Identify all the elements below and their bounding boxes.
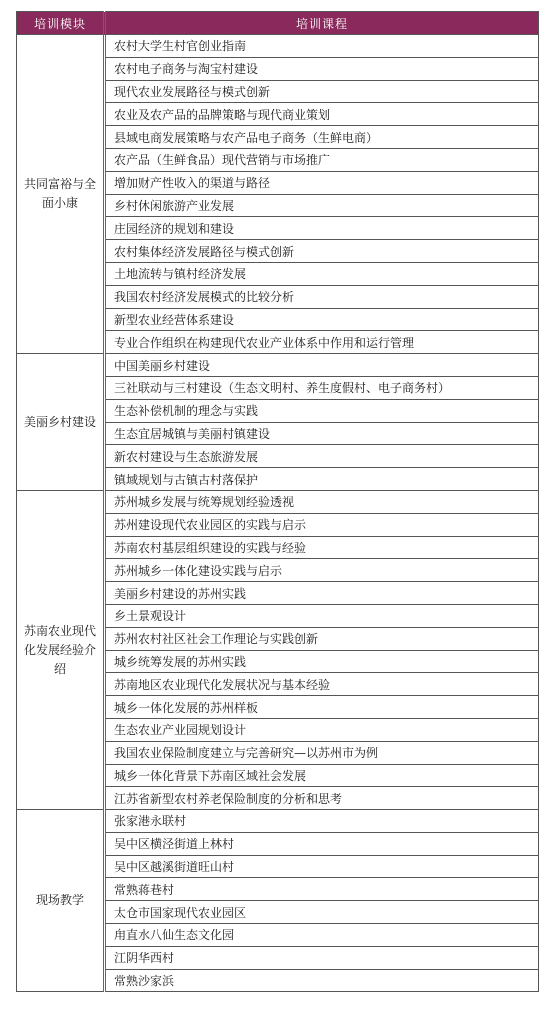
module-cell bbox=[17, 490, 105, 809]
course-cell: 中国美丽乡村建设 bbox=[105, 354, 539, 377]
course-cell: 苏州城乡一体化建设实践与启示 bbox=[105, 559, 539, 582]
course-cell: 苏州城乡发展与统筹规划经验透视 bbox=[105, 490, 539, 513]
header-module: 培训模块 bbox=[17, 12, 105, 35]
course-cell: 乡土景观设计 bbox=[105, 604, 539, 627]
table-row bbox=[17, 35, 539, 58]
header-row bbox=[17, 12, 539, 35]
course-cell: 农村大学生村官创业指南 bbox=[105, 35, 539, 58]
course-cell: 庄园经济的规划和建设 bbox=[105, 217, 539, 240]
course-cell: 美丽乡村建设的苏州实践 bbox=[105, 582, 539, 605]
course-cell: 常熟沙家浜 bbox=[105, 969, 539, 992]
course-cell: 我国农村经济发展模式的比较分析 bbox=[105, 285, 539, 308]
course-cell: 苏州建设现代农业园区的实践与启示 bbox=[105, 513, 539, 536]
course-cell: 苏州农村社区社会工作理论与实践创新 bbox=[105, 627, 539, 650]
course-cell: 江阴华西村 bbox=[105, 946, 539, 969]
course-cell: 江苏省新型农村养老保险制度的分析和思考 bbox=[105, 787, 539, 810]
course-cell: 城乡一体化发展的苏州样板 bbox=[105, 696, 539, 719]
course-cell: 县域电商发展策略与农产品电子商务（生鲜电商） bbox=[105, 126, 539, 149]
course-cell: 城乡一体化背景下苏南区域社会发展 bbox=[105, 764, 539, 787]
course-cell: 专业合作组织在构建现代农业产业体系中作用和运行管理 bbox=[105, 331, 539, 354]
course-cell: 农业及农产品的品牌策略与现代商业策划 bbox=[105, 103, 539, 126]
module-cell bbox=[17, 35, 105, 354]
module-cell bbox=[17, 810, 105, 992]
course-cell: 苏南地区农业现代化发展状况与基本经验 bbox=[105, 673, 539, 696]
module-cell bbox=[17, 354, 105, 491]
course-cell: 新农村建设与生态旅游发展 bbox=[105, 445, 539, 468]
course-cell: 农村电子商务与淘宝村建设 bbox=[105, 57, 539, 80]
course-cell: 吴中区横泾街道上林村 bbox=[105, 832, 539, 855]
course-cell: 城乡统筹发展的苏州实践 bbox=[105, 650, 539, 673]
header-course: 培训课程 bbox=[105, 12, 539, 35]
training-table bbox=[16, 11, 539, 992]
course-cell: 生态补偿机制的理念与实践 bbox=[105, 399, 539, 422]
course-cell: 新型农业经营体系建设 bbox=[105, 308, 539, 331]
course-cell: 太仓市国家现代农业园区 bbox=[105, 901, 539, 924]
course-cell: 土地流转与镇村经济发展 bbox=[105, 262, 539, 285]
course-cell: 常熟蒋巷村 bbox=[105, 878, 539, 901]
course-cell: 农产品（生鲜食品）现代营销与市场推广 bbox=[105, 148, 539, 171]
course-cell: 甪直水八仙生态文化园 bbox=[105, 924, 539, 947]
course-cell: 张家港永联村 bbox=[105, 810, 539, 833]
table-body bbox=[17, 35, 539, 992]
module-name: 苏南农业现代化发展经验介绍 bbox=[23, 623, 96, 676]
module-name: 共同富裕与全面小康 bbox=[23, 177, 96, 211]
course-cell: 苏南农村基层组织建设的实践与经验 bbox=[105, 536, 539, 559]
course-cell: 镇域规划与古镇古村落保护 bbox=[105, 468, 539, 491]
table-row bbox=[17, 810, 539, 833]
module-name: 美丽乡村建设 bbox=[23, 414, 96, 429]
course-cell: 农村集体经济发展路径与模式创新 bbox=[105, 240, 539, 263]
course-cell: 增加财产性收入的渠道与路径 bbox=[105, 171, 539, 194]
course-cell: 吴中区越溪街道旺山村 bbox=[105, 855, 539, 878]
table-row bbox=[17, 354, 539, 377]
course-cell: 现代农业发展路径与模式创新 bbox=[105, 80, 539, 103]
course-cell: 三社联动与三村建设（生态文明村、养生度假村、电子商务村） bbox=[105, 376, 539, 399]
table-row bbox=[17, 490, 539, 513]
course-cell: 我国农业保险制度建立与完善研究—以苏州市为例 bbox=[105, 741, 539, 764]
course-cell: 生态农业产业园规划设计 bbox=[105, 718, 539, 741]
course-cell: 生态宜居城镇与美丽村镇建设 bbox=[105, 422, 539, 445]
course-cell: 乡村休闲旅游产业发展 bbox=[105, 194, 539, 217]
module-name: 现场教学 bbox=[35, 893, 84, 908]
